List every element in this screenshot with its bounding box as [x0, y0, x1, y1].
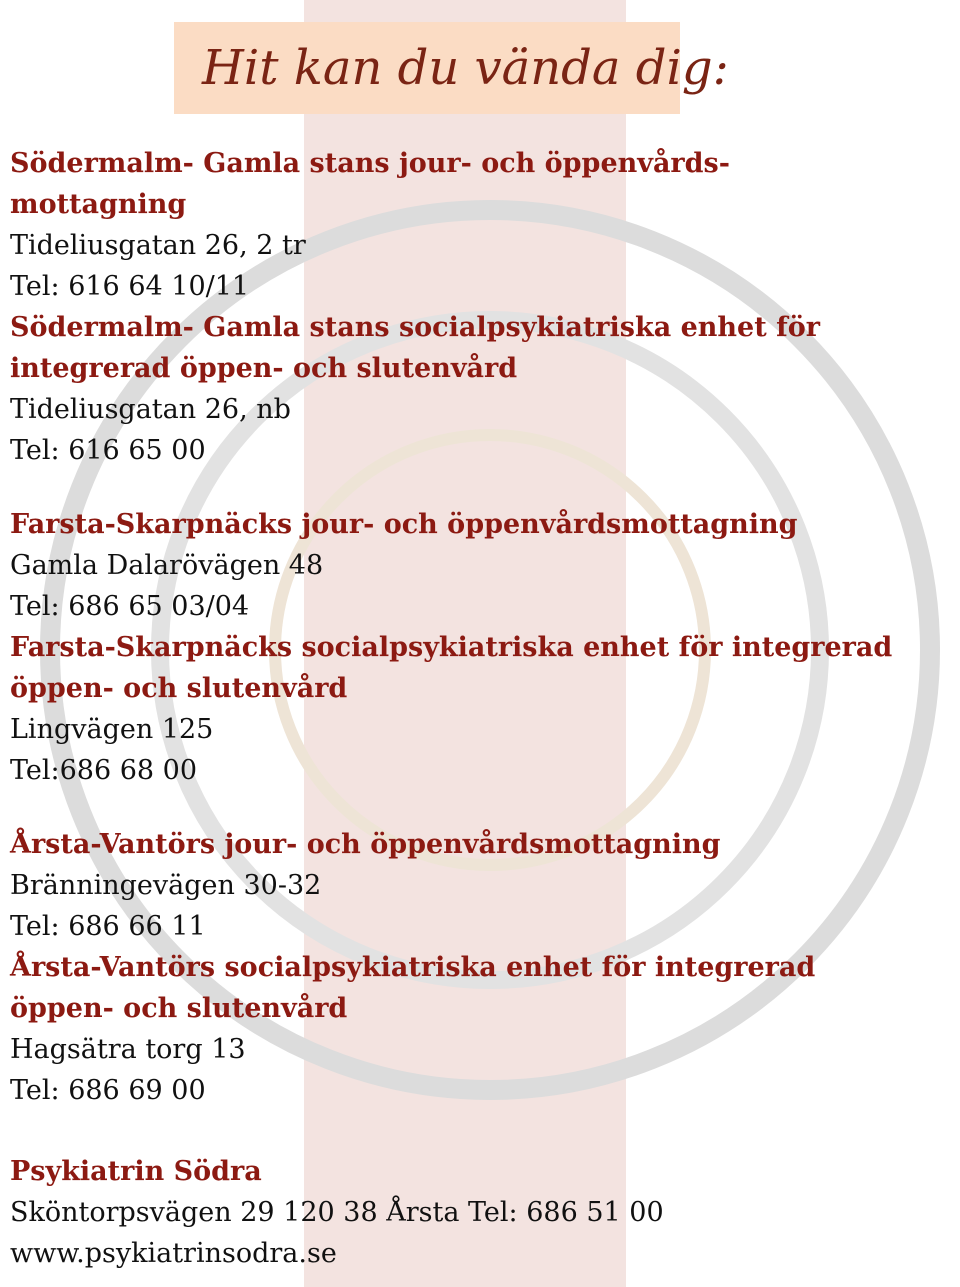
clinic-heading-arsta-social: Årsta-Vantörs socialpsykiatriska enhet för integrerad — [10, 952, 816, 983]
clinic-heading-farsta-social-cont: öppen- och slutenvård — [10, 673, 348, 704]
website-link[interactable]: www.psykiatrinsodra.se — [10, 1238, 337, 1269]
org-heading-psykiatrin-sodra: Psykiatrin Södra — [10, 1156, 262, 1187]
address-line: Hagsätra torg 13 — [10, 1034, 246, 1065]
phone-line: Tel: 686 69 00 — [10, 1075, 206, 1106]
clinic-heading-sodermalm-social: Södermalm- Gamla stans socialpsykiatriska enhet för — [10, 312, 820, 343]
clinic-heading-sodermalm-social-cont: integrerad öppen- och slutenvård — [10, 353, 518, 384]
clinic-heading-sodermalm-jour-cont: mottagning — [10, 189, 187, 220]
clinic-heading-sodermalm-jour: Södermalm- Gamla stans jour- och öppenvårds- — [10, 148, 730, 179]
address-line: Lingvägen 125 — [10, 714, 214, 745]
address-line: Bränningevägen 30-32 — [10, 870, 322, 901]
address-line: Gamla Dalarövägen 48 — [10, 550, 324, 581]
phone-line: Tel: 686 66 11 — [10, 911, 206, 942]
clinic-heading-farsta-jour: Farsta-Skarpnäcks jour- och öppenvårdsmottagning — [10, 509, 798, 540]
clinic-heading-arsta-jour: Årsta-Vantörs jour- och öppenvårdsmottagning — [10, 829, 721, 860]
address-line: Tideliusgatan 26, 2 tr — [10, 230, 306, 261]
page-title: Hit kan du vända dig: — [202, 40, 729, 96]
title-box — [174, 22, 729, 114]
phone-line: Tel: 686 65 03/04 — [10, 591, 250, 622]
clinic-heading-arsta-social-cont: öppen- och slutenvård — [10, 993, 348, 1024]
phone-line: Tel: 616 64 10/11 — [10, 271, 250, 302]
address-phone-line: Sköntorpsvägen 29 120 38 Årsta Tel: 686 51 00 — [10, 1197, 664, 1228]
phone-line: Tel:686 68 00 — [10, 755, 198, 786]
address-line: Tideliusgatan 26, nb — [10, 394, 291, 425]
clinic-heading-farsta-social: Farsta-Skarpnäcks socialpsykiatriska enhet för integrerad — [10, 632, 893, 663]
phone-line: Tel: 616 65 00 — [10, 435, 206, 466]
